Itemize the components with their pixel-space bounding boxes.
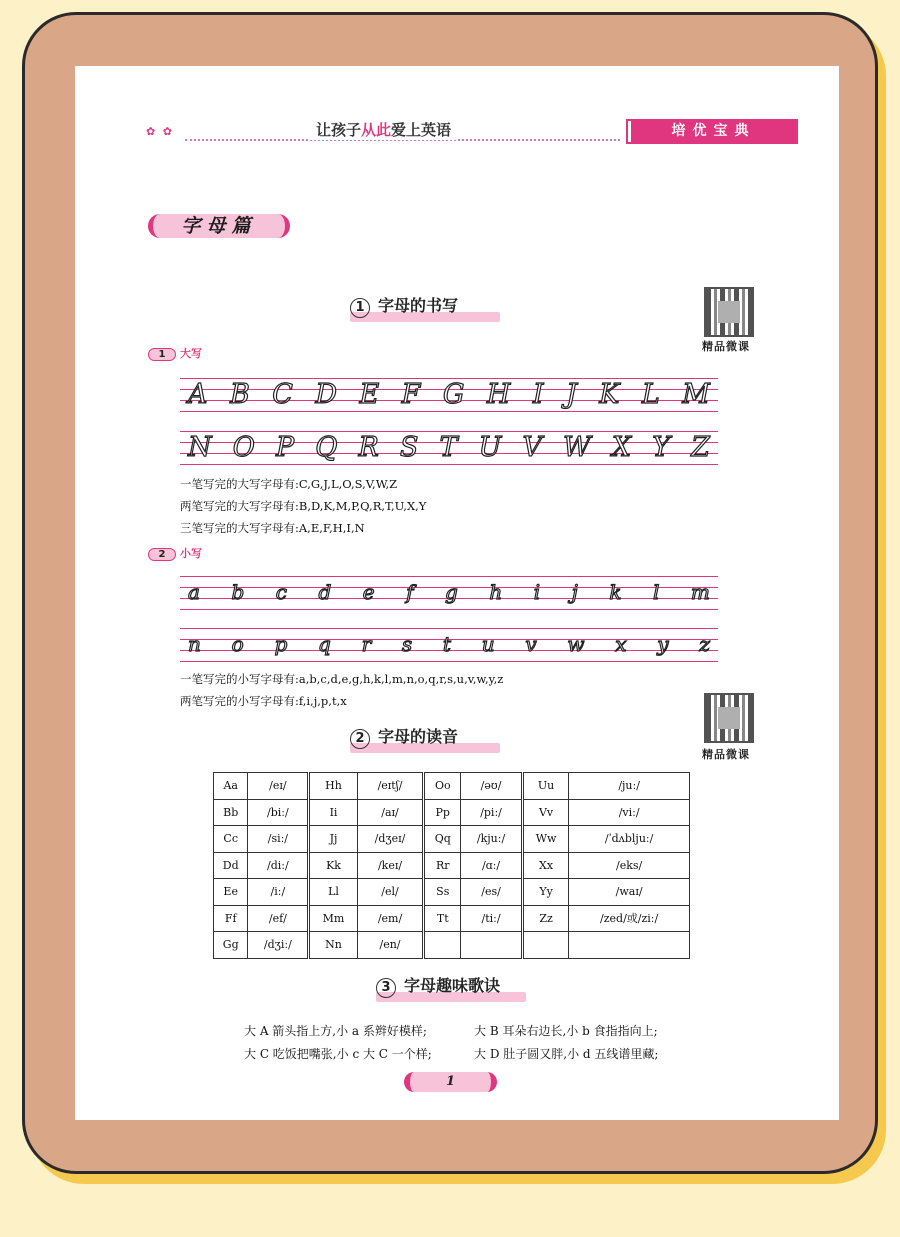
letter: w bbox=[567, 632, 585, 656]
letter: U bbox=[478, 431, 502, 463]
letter: K bbox=[599, 378, 620, 410]
letter: s bbox=[401, 632, 413, 656]
letter: d bbox=[318, 580, 332, 604]
table-row: Cc /siː/ Jj /dʒeɪ/ Qq /kjuː/ Ww /ˈdʌbljuː/ bbox=[214, 826, 690, 853]
letter: T bbox=[439, 431, 458, 463]
uppercase-note-1: 一笔写完的大写字母有:C,G,J,L,O,S,V,W,Z bbox=[180, 477, 398, 491]
letter: E bbox=[359, 378, 380, 410]
uppercase-row-2 bbox=[180, 425, 718, 469]
letter: g bbox=[445, 580, 458, 604]
letter: o bbox=[231, 632, 244, 656]
letter: G bbox=[442, 378, 465, 410]
letter: W bbox=[563, 431, 591, 463]
uppercase-row-1 bbox=[180, 372, 718, 416]
letter: p bbox=[274, 632, 288, 656]
letter: l bbox=[652, 580, 660, 604]
letter: t bbox=[442, 632, 451, 656]
letter: A bbox=[188, 378, 208, 410]
letter: v bbox=[525, 632, 537, 656]
letter: k bbox=[609, 580, 622, 604]
page-number: 1 bbox=[404, 1072, 497, 1092]
letter: I bbox=[532, 378, 544, 410]
letter: f bbox=[406, 580, 414, 604]
letter: q bbox=[318, 632, 331, 656]
rhyme-line: 大 A 箭头指上方,小 a 系辫好模样; 大 B 耳朵右边长,小 b 食指指向上; bbox=[244, 1024, 658, 1038]
uppercase-badge: 1 大写 bbox=[148, 347, 202, 361]
lowercase-row-1 bbox=[180, 570, 718, 614]
letter: Z bbox=[691, 431, 710, 463]
header-tag: 培优宝典 bbox=[628, 121, 796, 142]
rhyme-line: 大 C 吃饭把嘴张,小 c 大 C 一个样; 大 D 肚子圆又胖,小 d 五线谱里藏; bbox=[244, 1047, 659, 1061]
letter: n bbox=[188, 632, 201, 656]
letter: r bbox=[361, 632, 372, 656]
letter: X bbox=[611, 431, 632, 463]
letter: b bbox=[231, 580, 245, 604]
table-row: Ff /ef/ Mm /em/ Tt /tiː/ Zz /zed/或/ziː/ bbox=[214, 905, 690, 932]
letter: C bbox=[272, 378, 293, 410]
letter: Q bbox=[315, 431, 338, 463]
letter: B bbox=[229, 378, 250, 410]
qr-code-icon[interactable] bbox=[704, 693, 754, 743]
qr-code-icon[interactable] bbox=[704, 287, 754, 337]
letter: m bbox=[690, 580, 710, 604]
pronunciation-table bbox=[213, 772, 690, 959]
letter: F bbox=[401, 378, 421, 410]
letter: N bbox=[188, 431, 212, 463]
table-row: Ee /iː/ Ll /el/ Ss /es/ Yy /waɪ/ bbox=[214, 879, 690, 906]
writing-title: 1 字母的书写 bbox=[350, 296, 500, 322]
lowercase-note-2: 两笔写完的小写字母有:f,i,j,p,t,x bbox=[180, 694, 347, 708]
letter: e bbox=[362, 580, 375, 604]
letter: V bbox=[522, 431, 542, 463]
table-row: Dd /diː/ Kk /keɪ/ Rr /ɑː/ Xx /eks/ bbox=[214, 852, 690, 879]
flower-icon: ✿ ✿ bbox=[146, 125, 174, 138]
letter: M bbox=[682, 378, 710, 410]
table-row: Gg /dʒiː/ Nn /en/ bbox=[214, 932, 690, 959]
qr-label: 精品微课 bbox=[702, 748, 750, 761]
header-slogan: 让孩子从此爱上英语 bbox=[310, 119, 457, 140]
letter: O bbox=[232, 431, 255, 463]
letter: y bbox=[657, 632, 669, 656]
pronunciation-title: 2 字母的读音 bbox=[350, 727, 500, 753]
letter: z bbox=[699, 632, 710, 656]
letter: i bbox=[533, 580, 541, 604]
letter: u bbox=[481, 632, 495, 656]
letter: L bbox=[641, 378, 660, 410]
lowercase-badge: 2 小写 bbox=[148, 547, 202, 561]
letter: J bbox=[566, 378, 577, 410]
section-title: 字母篇 bbox=[148, 214, 290, 238]
letter: c bbox=[275, 580, 287, 604]
rhymes-title: 3 字母趣味歌诀 bbox=[376, 976, 526, 1002]
lowercase-row-2 bbox=[180, 622, 718, 666]
letter: h bbox=[489, 580, 503, 604]
letter: D bbox=[315, 378, 338, 410]
letter: a bbox=[188, 580, 200, 604]
letter: x bbox=[615, 632, 627, 656]
letter: H bbox=[486, 378, 511, 410]
letter: R bbox=[358, 431, 379, 463]
letter: P bbox=[275, 431, 295, 463]
uppercase-note-3: 三笔写完的大写字母有:A,E,F,H,I,N bbox=[180, 521, 365, 535]
rhymes-text bbox=[244, 1020, 704, 1066]
lowercase-note-1: 一笔写完的小写字母有:a,b,c,d,e,g,h,k,l,m,n,o,q,r,s,u,v,w,y,z bbox=[180, 672, 504, 686]
letter: j bbox=[571, 580, 578, 604]
uppercase-note-2: 两笔写完的大写字母有:B,D,K,M,P,Q,R,T,U,X,Y bbox=[180, 499, 427, 513]
letter: Y bbox=[652, 431, 671, 463]
letter: S bbox=[399, 431, 419, 463]
table-row: Bb /biː/ Ii /aɪ/ Pp /piː/ Vv /viː/ bbox=[214, 799, 690, 826]
qr-label: 精品微课 bbox=[702, 340, 750, 353]
table-row: Aa /eɪ/ Hh /eɪtʃ/ Oo /əʊ/ Uu /juː/ bbox=[214, 773, 690, 800]
